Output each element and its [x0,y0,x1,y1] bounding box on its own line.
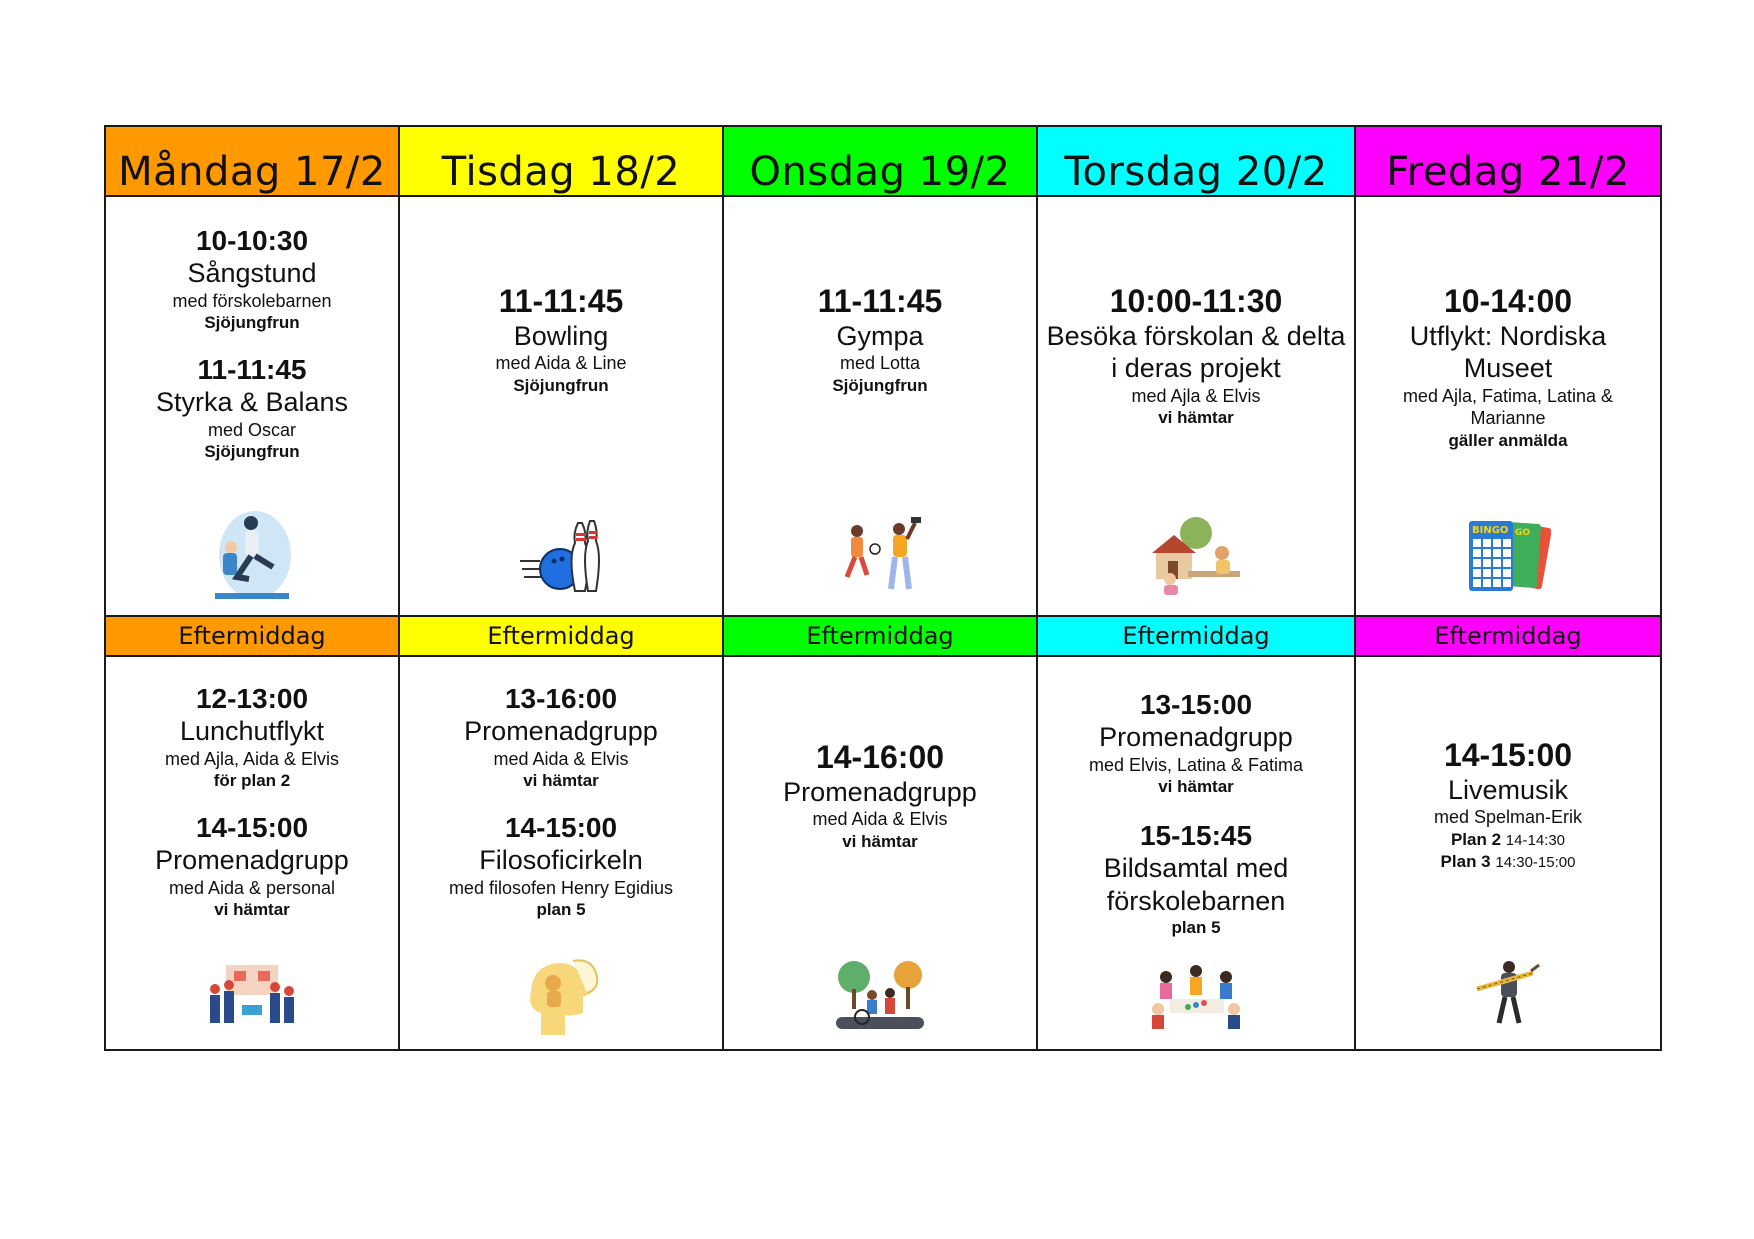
activity-leaders: med Lotta [839,353,921,374]
activity [106,225,398,334]
activity [106,354,398,463]
activity-leaders: med Ajla, Fatima, Latina & Marianne [1402,385,1614,429]
tuesday-morning-cell [399,196,723,616]
activity-title: Styrka & Balans [155,387,349,418]
picture-talk-icon [1146,963,1246,1033]
afternoon-label-wednesday: Eftermiddag [723,616,1037,656]
activity-title: Promenadgrupp [155,845,349,876]
afternoon-label-thursday: Eftermiddag [1037,616,1355,656]
plan-label: Plan 3 [1440,851,1491,871]
activity [1038,820,1354,939]
activity-title: Promenadgrupp [464,716,658,747]
monday-morning-cell [105,196,399,616]
afternoon-band-row [105,616,1661,656]
bowling-icon [518,517,604,597]
svg-text:BINGO: BINGO [1472,525,1509,536]
activity-note: för plan 2 [213,771,291,791]
activity-note: vi hämtar [842,831,918,851]
day-header-thursday: Torsdag 20/2 [1037,126,1355,196]
activity-time: 11-11:45 [197,354,307,386]
activity-location: Sjöjungfrun [204,313,300,333]
morning-row [105,196,1661,616]
activity-title: Bildsamtal med förskolebarnen [1103,853,1289,916]
activity-leaders: med filosofen Henry Egidius [448,877,674,898]
activity-note: vi hämtar [1158,777,1234,797]
activity [724,739,1036,853]
activity-title: Bowling [513,320,609,351]
tuesday-afternoon-cell [399,656,723,1050]
activity-title: Gympa [836,320,924,351]
activity-location: Sjöjungfrun [832,375,928,395]
friday-morning-cell [1355,196,1661,616]
thursday-morning-cell [1037,196,1355,616]
day-header-row [105,126,1661,196]
activity [400,683,722,792]
activity-time: 12-13:00 [195,683,309,714]
activity [106,812,398,921]
activity-title: Livemusik [1447,774,1569,805]
activity [1356,283,1660,452]
activity [400,283,722,397]
afternoon-label-tuesday: Eftermiddag [399,616,723,656]
activity-location: plan 5 [1171,918,1221,938]
activity-plan [1356,851,1660,873]
activity-title: Sångstund [187,258,317,289]
activity-leaders: med Ajla, Aida & Elvis [164,748,340,769]
activity-leaders: med Aida & Elvis [493,748,629,769]
activity-location: plan 5 [536,900,586,920]
activity-location: Sjöjungfrun [204,442,300,462]
plan-time: 14-14:30 [1505,831,1566,849]
bingo-icon [1465,519,1551,595]
activity-time: 14-15:00 [504,812,618,844]
weekly-schedule [104,125,1662,1051]
activity-time: 10:00-11:30 [1109,283,1283,319]
activity-note: gäller anmälda [1448,430,1568,450]
activity-plan [1356,829,1660,851]
activity-note: vi hämtar [214,900,290,920]
activity-leaders: med Aida & personal [168,877,336,898]
activity [724,283,1036,397]
activity-leaders: med Oscar [207,419,297,440]
activity-title: Filosoficirkeln [479,845,643,876]
activity [1038,283,1354,429]
plan-label: Plan 2 [1450,829,1502,849]
gym-icon [835,515,925,595]
activity-leaders: med Aida & Line [495,353,627,374]
activity-time: 10-10:30 [195,225,309,256]
live-music-icon [1473,959,1543,1029]
activity-title: Besöka förskolan & delta i deras projekt [1046,320,1346,384]
activity-time: 14-15:00 [195,812,309,844]
activity-time: 11-11:45 [817,283,943,319]
activity-leaders: med förskolebarnen [172,290,332,311]
thursday-afternoon-cell [1037,656,1355,1050]
lunch-outing-icon [204,961,300,1029]
activity-time: 15-15:45 [1139,820,1253,852]
day-header-tuesday: Tisdag 18/2 [399,126,723,196]
activity-leaders: med Spelman-Erik [1433,807,1583,828]
activity [106,683,398,792]
activity-title: Utflykt: Nordiska Museet [1409,320,1607,384]
afternoon-label-friday: Eftermiddag [1355,616,1661,656]
activity [400,812,722,921]
wednesday-afternoon-cell [723,656,1037,1050]
activity-location: vi hämtar [1158,408,1234,428]
day-header-friday: Fredag 21/2 [1355,126,1661,196]
activity-title: Promenadgrupp [1099,722,1293,753]
activity-leaders: med Elvis, Latina & Fatima [1088,754,1304,775]
activity-title: Promenadgrupp [783,776,977,807]
preschool-icon [1148,513,1244,597]
activity [1356,737,1660,873]
plan-time: 14:30-15:00 [1495,853,1576,871]
activity [1038,689,1354,798]
activity-time: 11-11:45 [498,283,624,319]
fitness-icon [207,507,297,603]
svg-text:GO: GO [1515,528,1531,538]
wednesday-morning-cell [723,196,1037,616]
afternoon-label-monday: Eftermiddag [105,616,399,656]
day-header-wednesday: Onsdag 19/2 [723,126,1037,196]
activity-note: vi hämtar [523,771,599,791]
activity-time: 10-14:00 [1443,283,1573,319]
afternoon-row [105,656,1661,1050]
activity-title: Lunchutflykt [179,716,325,747]
day-header-monday: Måndag 17/2 [105,126,399,196]
activity-time: 14-15:00 [1443,737,1573,773]
activity-time: 13-16:00 [504,683,618,714]
activity-time: 13-15:00 [1139,689,1253,720]
activity-leaders: med Ajla & Elvis [1131,385,1261,406]
activity-leaders: med Aida & Elvis [812,809,948,830]
walking-group-icon [832,955,928,1033]
friday-afternoon-cell [1355,656,1661,1050]
activity-location: Sjöjungfrun [513,375,609,395]
activity-time: 14-16:00 [815,739,945,775]
monday-afternoon-cell [105,656,399,1050]
philosophy-icon [521,953,601,1037]
